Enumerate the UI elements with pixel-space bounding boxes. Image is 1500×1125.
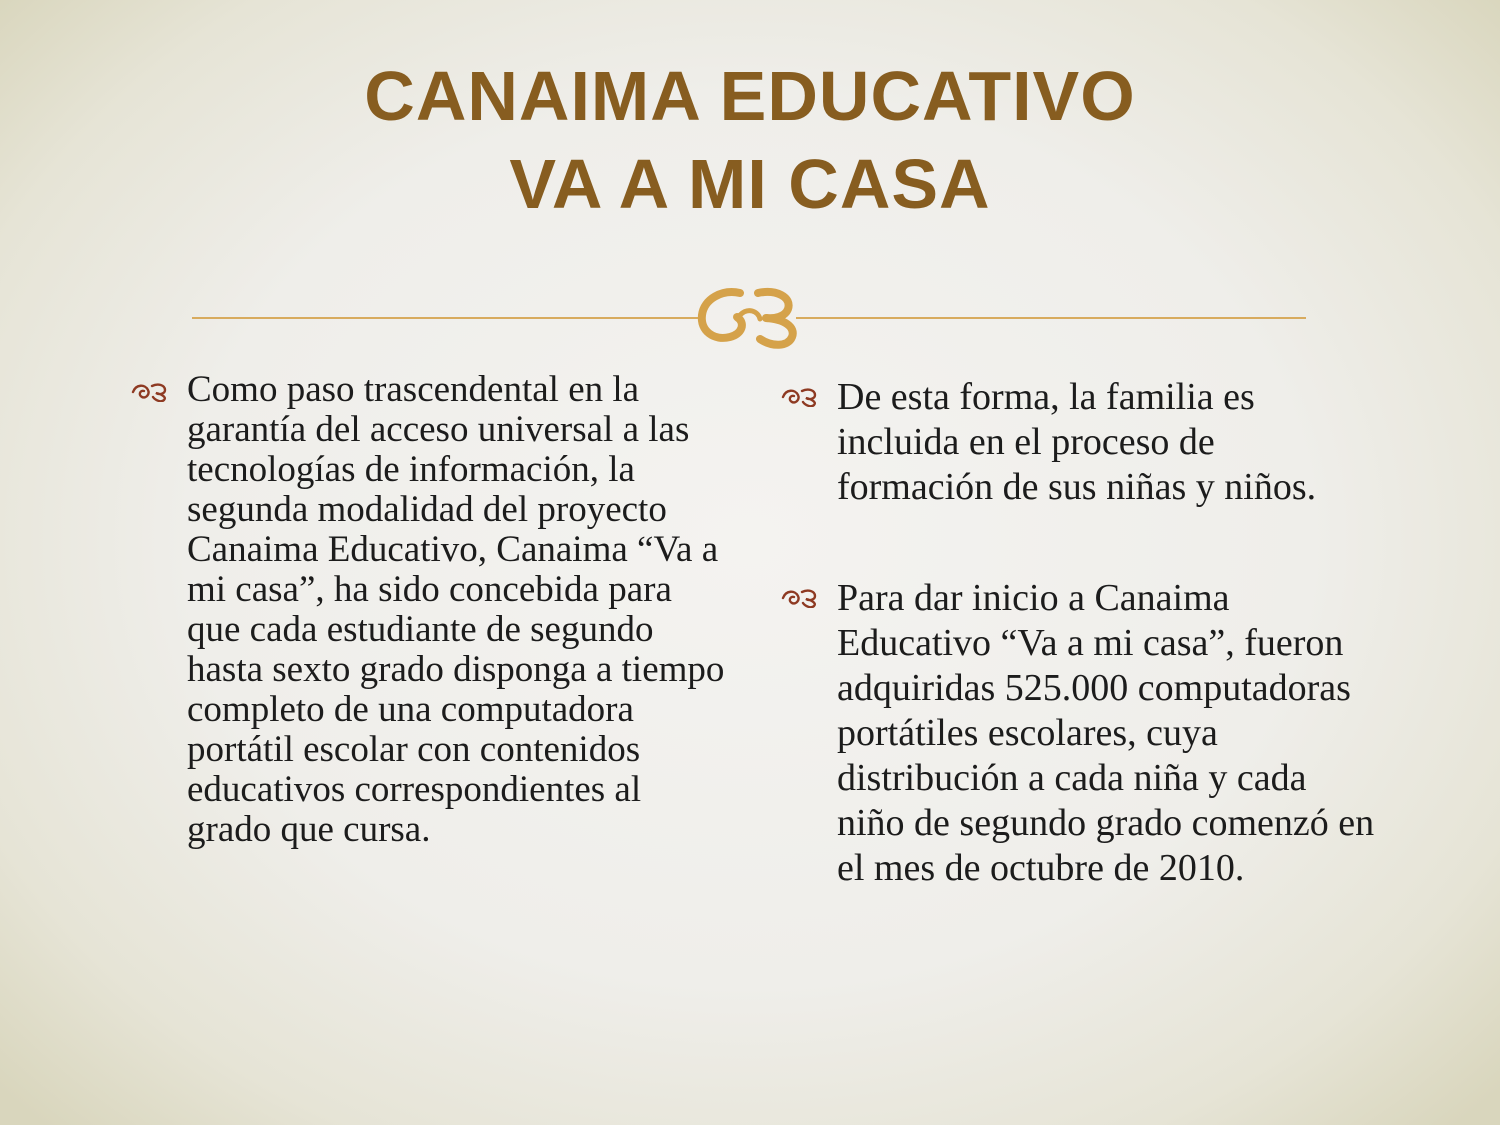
right-bullet-text-1: De esta forma, la familia es incluida en el proceso de formación de sus niñas y niños. [837, 376, 1317, 508]
divider-ornament [192, 285, 1306, 355]
list-item [780, 576, 1380, 891]
title-line-1: CANAIMA EDUCATIVO [364, 57, 1136, 135]
fleuron-bullet-icon [130, 382, 170, 402]
fleuron-bullet-icon [780, 387, 820, 407]
slide-title [150, 52, 1350, 228]
left-bullet-text: Como paso trascendental en la garantía del acceso universal a las tecnologías de información, la segunda modalidad del proyecto Canaima Educativo, Canaima “Va a mi casa”, ha sido concebida para que cada estudiante de segundo hasta sexto grado disponga a tiempo completo de una computadora portátil escolar con contenidos educativos correspondientes al grado que cursa. [187, 369, 725, 850]
left-bullet-list [130, 370, 730, 850]
right-bullet-text-2: Para dar inicio a Canaima Educativo “Va a mi casa”, fueron adquiridas 525.000 computadoras portátiles escolares, cuya distribución a cada niña y cada niño de segundo grado comenzó en el mes de octubre de 2010. [837, 577, 1375, 889]
ornament-flourish-icon [702, 292, 793, 345]
list-item [780, 375, 1380, 510]
list-item [130, 370, 730, 850]
fleuron-bullet-icon [780, 588, 820, 608]
title-line-2: VA A MI CASA [509, 145, 991, 223]
right-bullet-list [780, 375, 1380, 891]
